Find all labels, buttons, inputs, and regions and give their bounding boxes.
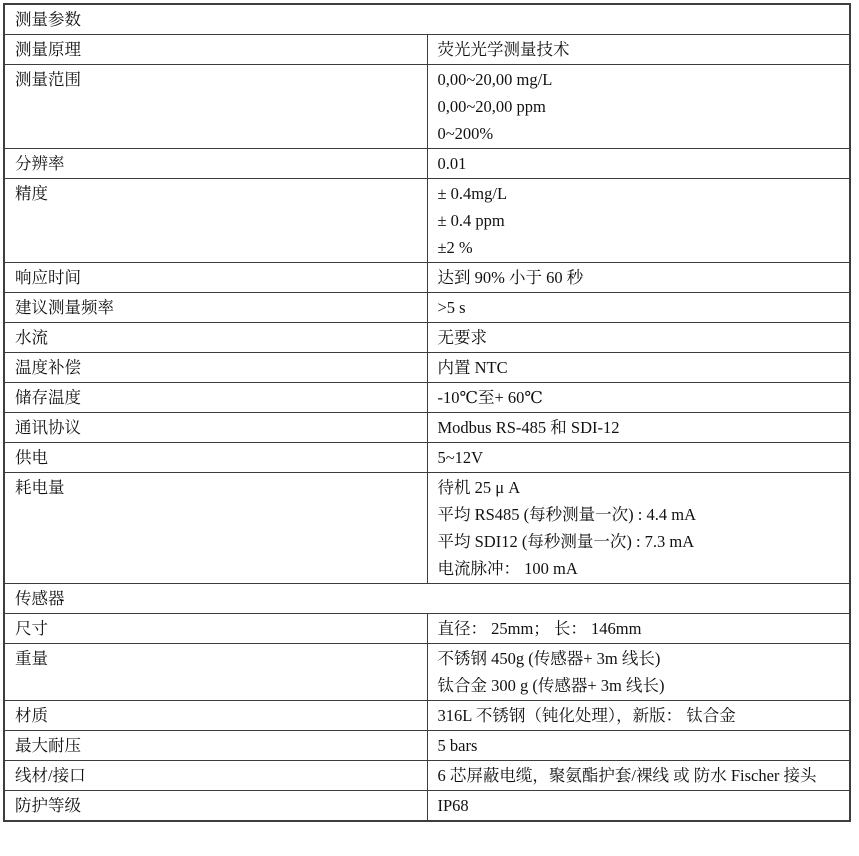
spec-label: 测量原理	[4, 35, 427, 65]
spec-value-line: 6 芯屏蔽电缆，聚氨酯护套/裸线 或 防水 Fischer 接头	[437, 766, 817, 785]
spec-label: 建议测量频率	[4, 293, 427, 323]
spec-label: 重量	[4, 644, 427, 701]
spec-value-line: 316L 不锈钢（钝化处理），新版： 钛合金	[437, 706, 736, 725]
table-row	[4, 413, 850, 443]
spec-value	[427, 761, 850, 791]
table-row	[4, 65, 850, 149]
spec-value	[427, 293, 850, 323]
spec-value-line: -10℃至+ 60℃	[437, 388, 543, 407]
spec-value	[427, 149, 850, 179]
spec-value-line: 荧光光学测量技术	[437, 40, 570, 59]
spec-label: 防护等级	[4, 791, 427, 822]
spec-value-line: 5 bars	[437, 736, 478, 755]
table-row	[4, 323, 850, 353]
section-row	[4, 4, 850, 35]
spec-value	[427, 701, 850, 731]
spec-value-line: ±2 %	[437, 238, 473, 257]
spec-label: 精度	[4, 179, 427, 263]
table-row	[4, 791, 850, 822]
spec-value	[427, 731, 850, 761]
spec-value-line: 电流脉冲： 100 mA	[437, 559, 578, 578]
spec-label: 尺寸	[4, 614, 427, 644]
table-row	[4, 614, 850, 644]
spec-label: 耗电量	[4, 473, 427, 584]
spec-value-line: 0~200%	[437, 124, 494, 143]
spec-label: 最大耐压	[4, 731, 427, 761]
table-row	[4, 353, 850, 383]
spec-value-line: 平均 RS485 (每秒测量一次) : 4.4 mA	[437, 505, 697, 524]
spec-value	[427, 35, 850, 65]
spec-value	[427, 644, 850, 701]
spec-value	[427, 614, 850, 644]
table-row	[4, 149, 850, 179]
table-row	[4, 644, 850, 701]
table-row	[4, 263, 850, 293]
spec-value	[427, 413, 850, 443]
spec-value	[427, 473, 850, 584]
section-header-label: 传感器	[4, 584, 850, 614]
spec-value-line: 直径： 25mm； 长： 146mm	[437, 619, 642, 638]
spec-label: 线材/接口	[4, 761, 427, 791]
spec-table	[3, 3, 851, 822]
spec-value	[427, 353, 850, 383]
spec-value	[427, 791, 850, 822]
spec-value-line: IP68	[437, 796, 469, 815]
spec-value-line: 无要求	[437, 328, 487, 347]
table-row	[4, 443, 850, 473]
spec-value-line: 0.01	[437, 154, 467, 173]
spec-value-line: 0,00~20,00 mg/L	[437, 70, 553, 89]
table-row	[4, 731, 850, 761]
spec-label: 储存温度	[4, 383, 427, 413]
table-row	[4, 761, 850, 791]
spec-label: 分辨率	[4, 149, 427, 179]
spec-value-line: >5 s	[437, 298, 466, 317]
spec-value	[427, 179, 850, 263]
spec-label: 测量范围	[4, 65, 427, 149]
spec-value-line: 达到 90% 小于 60 秒	[437, 268, 584, 287]
spec-label: 供电	[4, 443, 427, 473]
spec-value	[427, 263, 850, 293]
spec-value	[427, 323, 850, 353]
spec-label: 响应时间	[4, 263, 427, 293]
spec-table-body	[4, 4, 850, 821]
spec-value-line: Modbus RS-485 和 SDI-12	[437, 418, 620, 437]
spec-value	[427, 65, 850, 149]
spec-label: 温度补偿	[4, 353, 427, 383]
spec-value-line: 5~12V	[437, 448, 484, 467]
spec-label: 水流	[4, 323, 427, 353]
spec-value-line: 内置 NTC	[437, 358, 508, 377]
table-row	[4, 179, 850, 263]
spec-value-line: 平均 SDI12 (每秒测量一次) : 7.3 mA	[437, 532, 695, 551]
section-header-label: 测量参数	[4, 4, 850, 35]
spec-value-line: 不锈钢 450g (传感器+ 3m 线长)	[437, 649, 661, 668]
table-row	[4, 701, 850, 731]
spec-value-line: ± 0.4mg/L	[437, 184, 508, 203]
table-row	[4, 383, 850, 413]
spec-value-line: 0,00~20,00 ppm	[437, 97, 546, 116]
table-row	[4, 35, 850, 65]
spec-label: 通讯协议	[4, 413, 427, 443]
spec-value-line: 钛合金 300 g (传感器+ 3m 线长)	[437, 676, 665, 695]
spec-label: 材质	[4, 701, 427, 731]
spec-value	[427, 383, 850, 413]
spec-value-line: ± 0.4 ppm	[437, 211, 505, 230]
spec-value-line: 待机 25 μ A	[437, 478, 521, 497]
section-row	[4, 584, 850, 614]
table-row	[4, 473, 850, 584]
table-row	[4, 293, 850, 323]
spec-value	[427, 443, 850, 473]
